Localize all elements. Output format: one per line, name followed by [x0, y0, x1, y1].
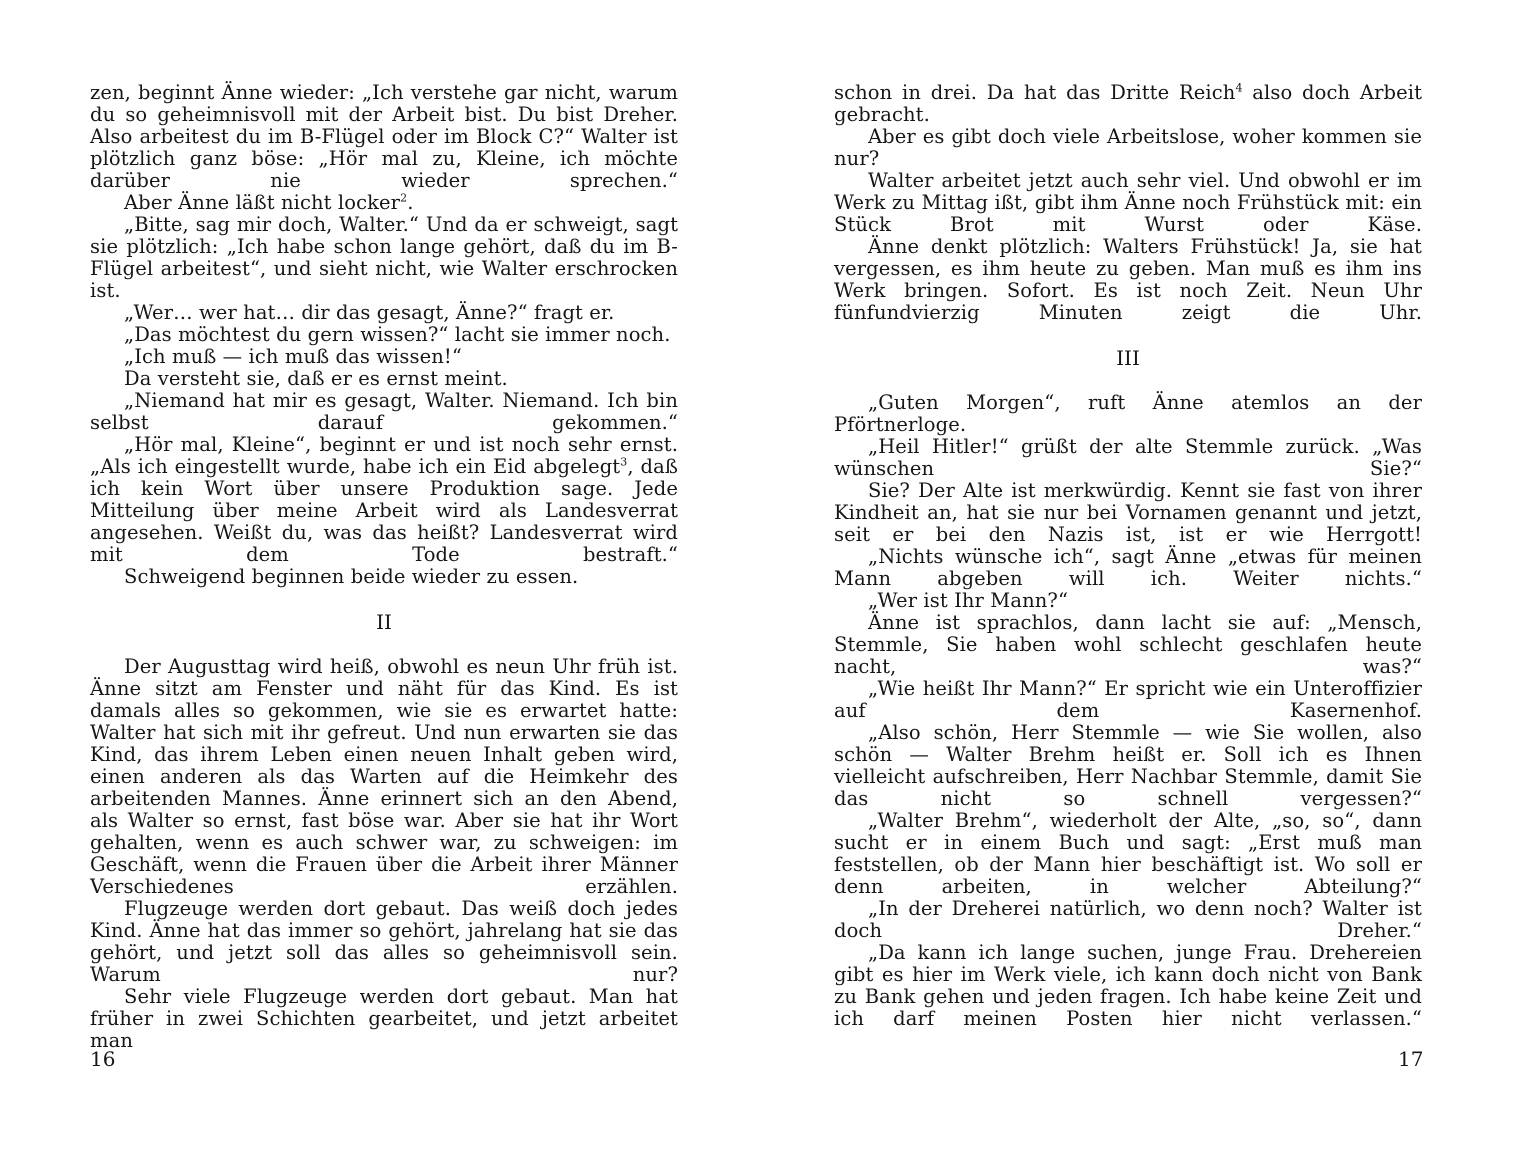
footnote-marker: 2	[400, 191, 408, 205]
paragraph: „Da kann ich lange suchen, junge Frau. Drehereien gibt es hier im Werk viele, ich kann doch nicht von Bank zu Bank gehen und jeden fragen. Ich habe keine Zeit und ich darf meinen Posten hier nicht verlassen.“	[834, 941, 1422, 1030]
right-page-text-after	[834, 392, 1422, 1030]
paragraph: „Nichts wünsche ich“, sagt Änne „etwas für meinen Mann abgeben will ich. Weiter nichts.“	[834, 545, 1422, 590]
footnote-marker: 4	[1235, 81, 1243, 95]
paragraph: Da versteht sie, daß er es ernst meint.	[124, 367, 508, 390]
paragraph: „Niemand hat mir es gesagt, Walter. Niemand. Ich bin selbst darauf gekommen.“	[90, 389, 678, 434]
paragraph: zen, beginnt Änne wieder: „Ich verstehe gar nicht, warum du so geheimnisvoll mit der Arbeit bist. Du bist Dreher. Also arbeitest du im B-Flügel oder im Block C?“ Walter ist plötzlich ganz böse: „Hör mal zu, Kleine, ich möchte darüber nie wieder sprechen.“	[90, 81, 678, 192]
paragraph-text: , daß ich kein Wort über unsere Produktion sage. Jede Mitteilung über meine Arbeit wird als Landesverrat angesehen. Weißt du, was das heißt? Landesverrat wird mit dem Tode bestraft.“	[90, 455, 678, 566]
paragraph: Der Augusttag wird heiß, obwohl es neun Uhr früh ist. Änne sitzt am Fenster und näht für das Kind. Es ist damals alles so gekommen, wie sie es erwartet hatte: Walter hat sich mit ihr gefreut. Und nun erwarten sie das Kind, das ihrem Leben einen neuen Inhalt geben wird, einen anderen als das Warten auf die Heimkehr des arbeitenden Mannes. Änne erinnert sich an den Abend, als Walter so ernst, fast böse war. Aber sie hat ihr Wort gehalten, wenn es auch schwer war, zu schweigen: im Geschäft, wenn die Frauen über die Arbeit ihrer Männer Verschiedenes erzählen.	[90, 655, 678, 898]
paragraph: Schweigend beginnen beide wieder zu essen.	[124, 565, 579, 588]
paragraph	[834, 82, 1422, 126]
page-number: 16	[90, 1047, 116, 1071]
left-page-text-after	[90, 656, 678, 1052]
section-heading: III	[1116, 346, 1140, 370]
page-number: 17	[1398, 1047, 1424, 1071]
paragraph: „In der Dreherei natürlich, wo denn noch? Walter ist doch Dreher.“	[834, 897, 1422, 942]
paragraph: „Wie heißt Ihr Mann?“ Er spricht wie ein Unteroffizier auf dem Kasernenhof.	[834, 677, 1422, 722]
paragraph: Änne denkt plötzlich: Walters Frühstück! Ja, sie hat vergessen, es ihm heute zu geben. Man muß es ihm ins Werk bringen. Sofort. Es ist noch Zeit. Neun Uhr fünfundvierzig Minuten zeigt die Uhr.	[834, 235, 1422, 324]
paragraph: „Heil Hitler!“ grüßt der alte Stemmle zurück. „Was wünschen Sie?“	[834, 435, 1422, 480]
paragraph: Sehr viele Flugzeuge werden dort gebaut. Man hat früher in zwei Schichten gearbeitet, und jetzt arbeitet man	[90, 985, 678, 1052]
paragraph-text: .	[407, 191, 414, 214]
paragraph-text: also doch Arbeit gebracht.	[834, 81, 1422, 126]
paragraph-text: schon in drei. Da hat das Dritte Reich	[834, 81, 1236, 104]
left-page	[90, 82, 678, 1052]
paragraph: Flugzeuge werden dort gebaut. Das weiß doch jedes Kind. Änne hat das immer so gehört, jahrelang hat sie das gehört, und jetzt soll das alles so geheimnisvoll sein. Warum nur?	[90, 897, 678, 986]
paragraph: „Ich muß — ich muß das wissen!“	[124, 345, 462, 368]
footnote-marker: 3	[620, 455, 628, 469]
paragraph: Sie? Der Alte ist merkwürdig. Kennt sie fast von ihrer Kindheit an, hat sie nur bei Vornamen genannt und jetzt, seit er bei den Nazis ist, ist er wie Herrgott!	[834, 479, 1422, 546]
paragraph	[90, 434, 678, 566]
paragraph-text: „Hör mal, Kleine“, beginnt er und ist noch sehr ernst. „Als ich eingestellt wurde, habe ich ein Eid abgelegt	[90, 433, 678, 478]
paragraph: „Bitte, sag mir doch, Walter.“ Und da er schweigt, sagt sie plötzlich: „Ich habe schon lange gehört, daß du im B-Flügel arbeitest“, und sieht nicht, wie Walter erschrocken ist.	[90, 213, 678, 302]
paragraph-text: Aber Änne läßt nicht locker	[124, 191, 401, 214]
paragraph	[90, 192, 678, 214]
paragraph: „Das möchtest du gern wissen?“ lacht sie immer noch.	[124, 323, 671, 346]
paragraph: „Wer… wer hat… dir das gesagt, Änne?“ fragt er.	[124, 301, 615, 324]
paragraph: Änne ist sprachlos, dann lacht sie auf: „Mensch, Stemmle, Sie haben wohl schlecht geschlafen heute nacht, was?“	[834, 611, 1422, 678]
paragraph: „Walter Brehm“, wiederholt der Alte, „so, so“, dann sucht er in einem Buch und sagt: „Erst muß man feststellen, ob der Mann hier beschäftigt ist. Wo soll er denn arbeiten, in welcher Abteilung?“	[834, 809, 1422, 898]
paragraph: „Also schön, Herr Stemmle — wie Sie wollen, also schön — Walter Brehm heißt er. Soll ich es Ihnen vielleicht aufschreiben, Herr Nachbar Stemmle, damit Sie das nicht so schnell vergessen?“	[834, 721, 1422, 810]
right-page	[834, 82, 1422, 1030]
left-page-text	[90, 82, 678, 588]
right-page-text	[834, 82, 1422, 324]
section-heading: II	[376, 610, 392, 634]
paragraph: „Wer ist Ihr Mann?“	[868, 589, 1069, 612]
paragraph: Walter arbeitet jetzt auch sehr viel. Und obwohl er im Werk zu Mittag ißt, gibt ihm Änne noch Frühstück mit: ein Stück Brot mit Wurst oder Käse.	[834, 169, 1422, 236]
paragraph: „Guten Morgen“, ruft Änne atemlos an der Pförtnerloge.	[834, 391, 1422, 436]
paragraph: Aber es gibt doch viele Arbeitslose, woher kommen sie nur?	[834, 125, 1422, 170]
